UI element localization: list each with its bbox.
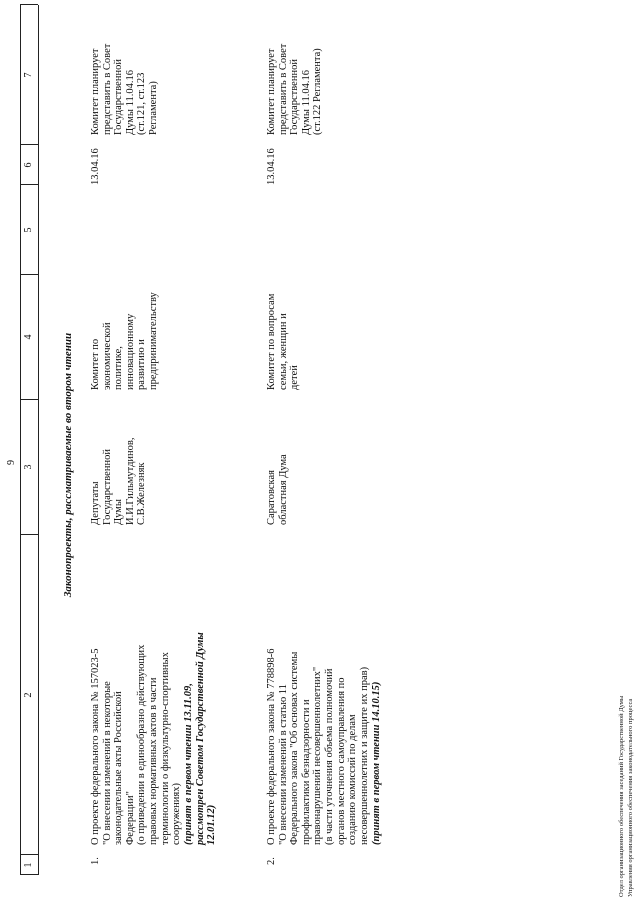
committee-note: Комитет планирует представить в Совет Государственной Думы 11.04.16 (ст.121, ст.123 Регламента) xyxy=(90,43,159,135)
footer-department: Отдел организационного обеспечения заседаний Государственной Думы xyxy=(618,695,625,897)
column-header-6: 6 xyxy=(23,162,34,168)
col-divider xyxy=(20,4,38,5)
footer-directorate: Управления организационного обеспечения законодательного процесса xyxy=(627,698,634,897)
bill-title: О проекте федерального закона № 778898-6 "О внесении изменений в статью 11 Федерального закона "Об основах системы профилактики безнадзорности и правонарушений несовершеннолетних" (в части уточнения объема полномочий органов местного самоуправления по созданию комиссий по делам несовершеннолетних и защите их прав) xyxy=(266,648,370,845)
initiator: Саратовская областная Дума xyxy=(266,454,289,525)
bill-reading-note: (принят в первом чтении 13.11.09, рассмотрен Советом Государственной Думы 12.01.12) xyxy=(183,632,218,845)
bill-reading-note: (принят в первом чтении 14.10.15) xyxy=(371,681,382,845)
col-divider xyxy=(20,399,38,400)
row-number: 2. xyxy=(266,857,277,865)
col-divider xyxy=(20,184,38,185)
initiator: Депутаты Государственной Думы И.И.Гильмутдинов, С.В.Железняк xyxy=(90,437,148,525)
responsible-committee: Комитет по вопросам семьи, женщин и детей xyxy=(266,293,301,390)
col-divider xyxy=(20,274,38,275)
col-divider xyxy=(20,144,38,145)
column-header-2: 2 xyxy=(23,692,34,698)
committee-note: Комитет планирует представить в Совет Государственной Думы 11.04.16 (ст.122 Регламента) xyxy=(266,43,324,135)
responsible-committee: Комитет по экономической политике, инновационному развитию и предпринимательству xyxy=(90,292,159,390)
column-header-1: 1 xyxy=(23,862,34,868)
column-header-4: 4 xyxy=(23,334,34,340)
date: 13.04.16 xyxy=(266,148,277,185)
table-top-border xyxy=(20,5,21,875)
date: 13.04.16 xyxy=(90,148,101,185)
column-header-7: 7 xyxy=(23,72,34,78)
header-bottom-border xyxy=(38,5,39,875)
column-header-3: 3 xyxy=(23,464,34,470)
section-title: Законопроекты, рассматриваемые во втором чтении xyxy=(62,332,74,598)
page-number: 9 xyxy=(6,460,17,465)
column-header-5: 5 xyxy=(23,227,34,233)
col-divider xyxy=(20,534,38,535)
bill-title: О проекте федерального закона № 157023-5 "О внесении изменений в некоторые законодательные акты Российской Федерации" (о приведении в единообразно действующих правовых нормативных актов в части терминологии о физкультурно-спортивных сооружениях) xyxy=(90,644,183,845)
row-number: 1. xyxy=(90,857,101,865)
